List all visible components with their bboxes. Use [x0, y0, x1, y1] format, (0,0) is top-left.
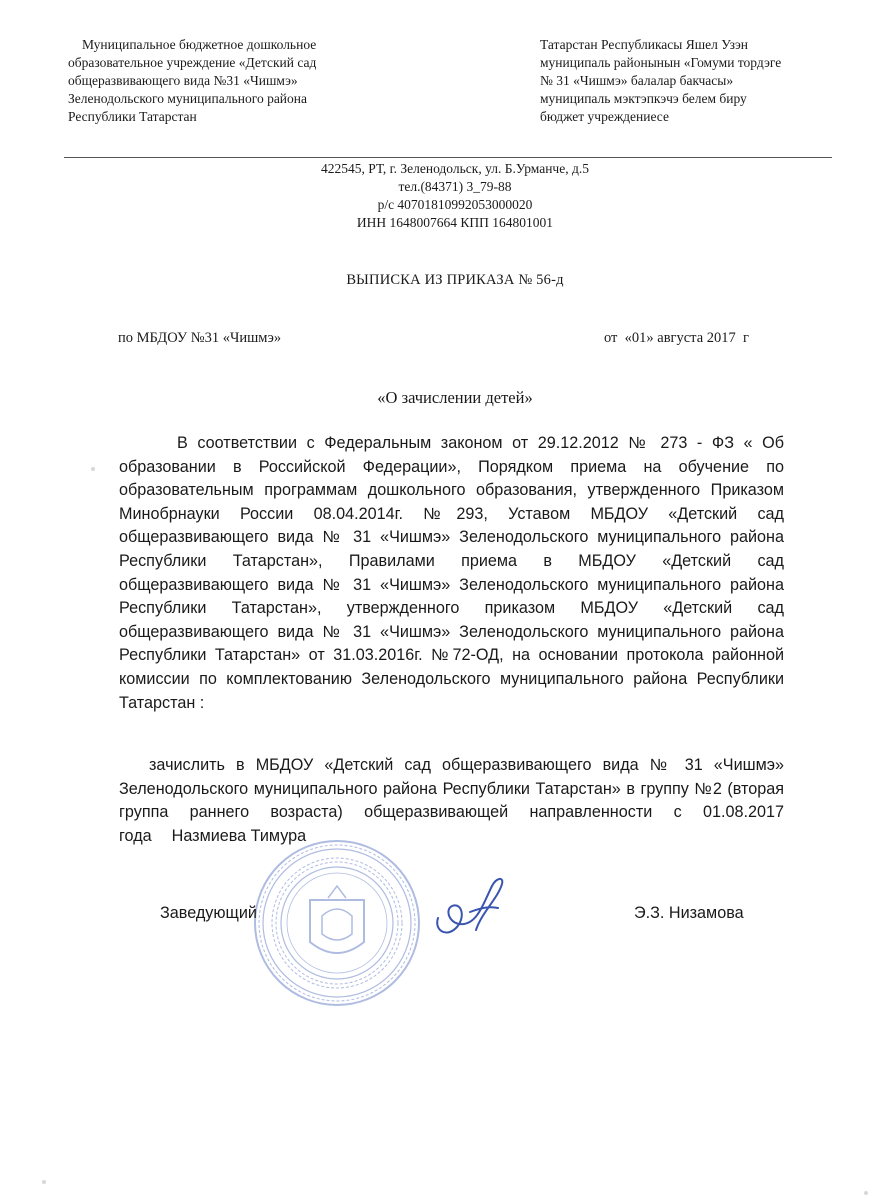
header-right-line: муниципаль мэктэпкэчэ белем биру	[540, 91, 747, 106]
scan-speck	[42, 1180, 46, 1184]
signatory-role: Заведующий	[160, 904, 257, 922]
child-name: Назмиева Тимура	[171, 826, 307, 845]
header-right-line: № 31 «Чишмэ» балалар бакчасы»	[540, 73, 734, 88]
header-org-russian	[68, 36, 398, 126]
document-title: ВЫПИСКА ИЗ ПРИКАЗА № 56-д	[346, 272, 564, 288]
inn-kpp-line: ИНН 1648007664 КПП 164801001	[356, 215, 554, 230]
header-right-line: бюджет учреждениесе	[540, 109, 669, 124]
header-divider	[64, 157, 832, 158]
order-subject: «О зачислении детей»	[377, 388, 533, 407]
scan-speck	[91, 467, 95, 471]
address-line: 422545, РТ, г. Зеленодольск, ул. Б.Урманче, д.5	[321, 161, 589, 176]
order-preamble: В соответствии с Федеральным законом от 29.12.2012 № 273 - ФЗ « Об образовании в Российской Федерации», Порядком приема на обучение по образовательным программам дошкольного образования, утвержденного Приказом Минобрнауки России 08.04.2014г. №293, Уставом МБДОУ «Детский сад общеразвивающего вида № 31 «Чишмэ» Зеленодольского муниципального района Республики Татарстан», Правилами приема в МБДОУ «Детский сад общеразвивающего вида № 31 «Чишмэ» Зеленодольского муниципального района Республики Татарстан», утвержденного приказом МБДОУ «Детский сад общеразвивающего вида № 31 «Чишмэ» Зеленодольского муниципального района Республики Татарстан» от 31.03.2016г. №72-ОД, на основании протокола районной комиссии по комплектованию Зеленодольского муниципального района Республики Татарстан :	[119, 434, 784, 712]
official-stamp-icon	[252, 838, 422, 1008]
order-decision	[119, 754, 784, 848]
header-left-line: образовательное учреждение «Детский сад	[68, 55, 317, 70]
header-right-line: муниципаль районынын «Гомуми тордэге	[540, 55, 782, 70]
header-left-line: общеразвивающего вида №31 «Чишмэ»	[68, 73, 298, 88]
header-left-line: Муниципальное бюджетное дошкольное	[82, 37, 317, 52]
scan-speck	[864, 1191, 868, 1195]
organization-reference: по МБДОУ №31 «Чишмэ»	[118, 330, 282, 346]
signatory-name: Э.З. Низамова	[634, 904, 744, 922]
header-left-line: Республики Татарстан	[68, 109, 197, 124]
address-block	[220, 160, 690, 232]
phone-line: тел.(84371) 3_79-88	[398, 179, 512, 194]
header-org-tatar	[540, 36, 850, 126]
account-line: р/с 40701810992053000020	[377, 197, 533, 212]
header-right-line: Татарстан Республикасы Яшел Узэн	[540, 37, 748, 52]
header-left-line: Зеленодольского муниципального района	[68, 91, 307, 106]
signature-icon	[432, 872, 512, 942]
order-decision-text: зачислить в МБДОУ «Детский сад общеразвивающего вида № 31 «Чишмэ» Зеленодольского муниципального района Республики Татарстан» в группу №2 (вторая группа раннего возраста) общеразвивающей направленности с 01.08.2017 года	[119, 756, 784, 845]
order-date: от «01» августа 2017 г	[604, 330, 749, 346]
